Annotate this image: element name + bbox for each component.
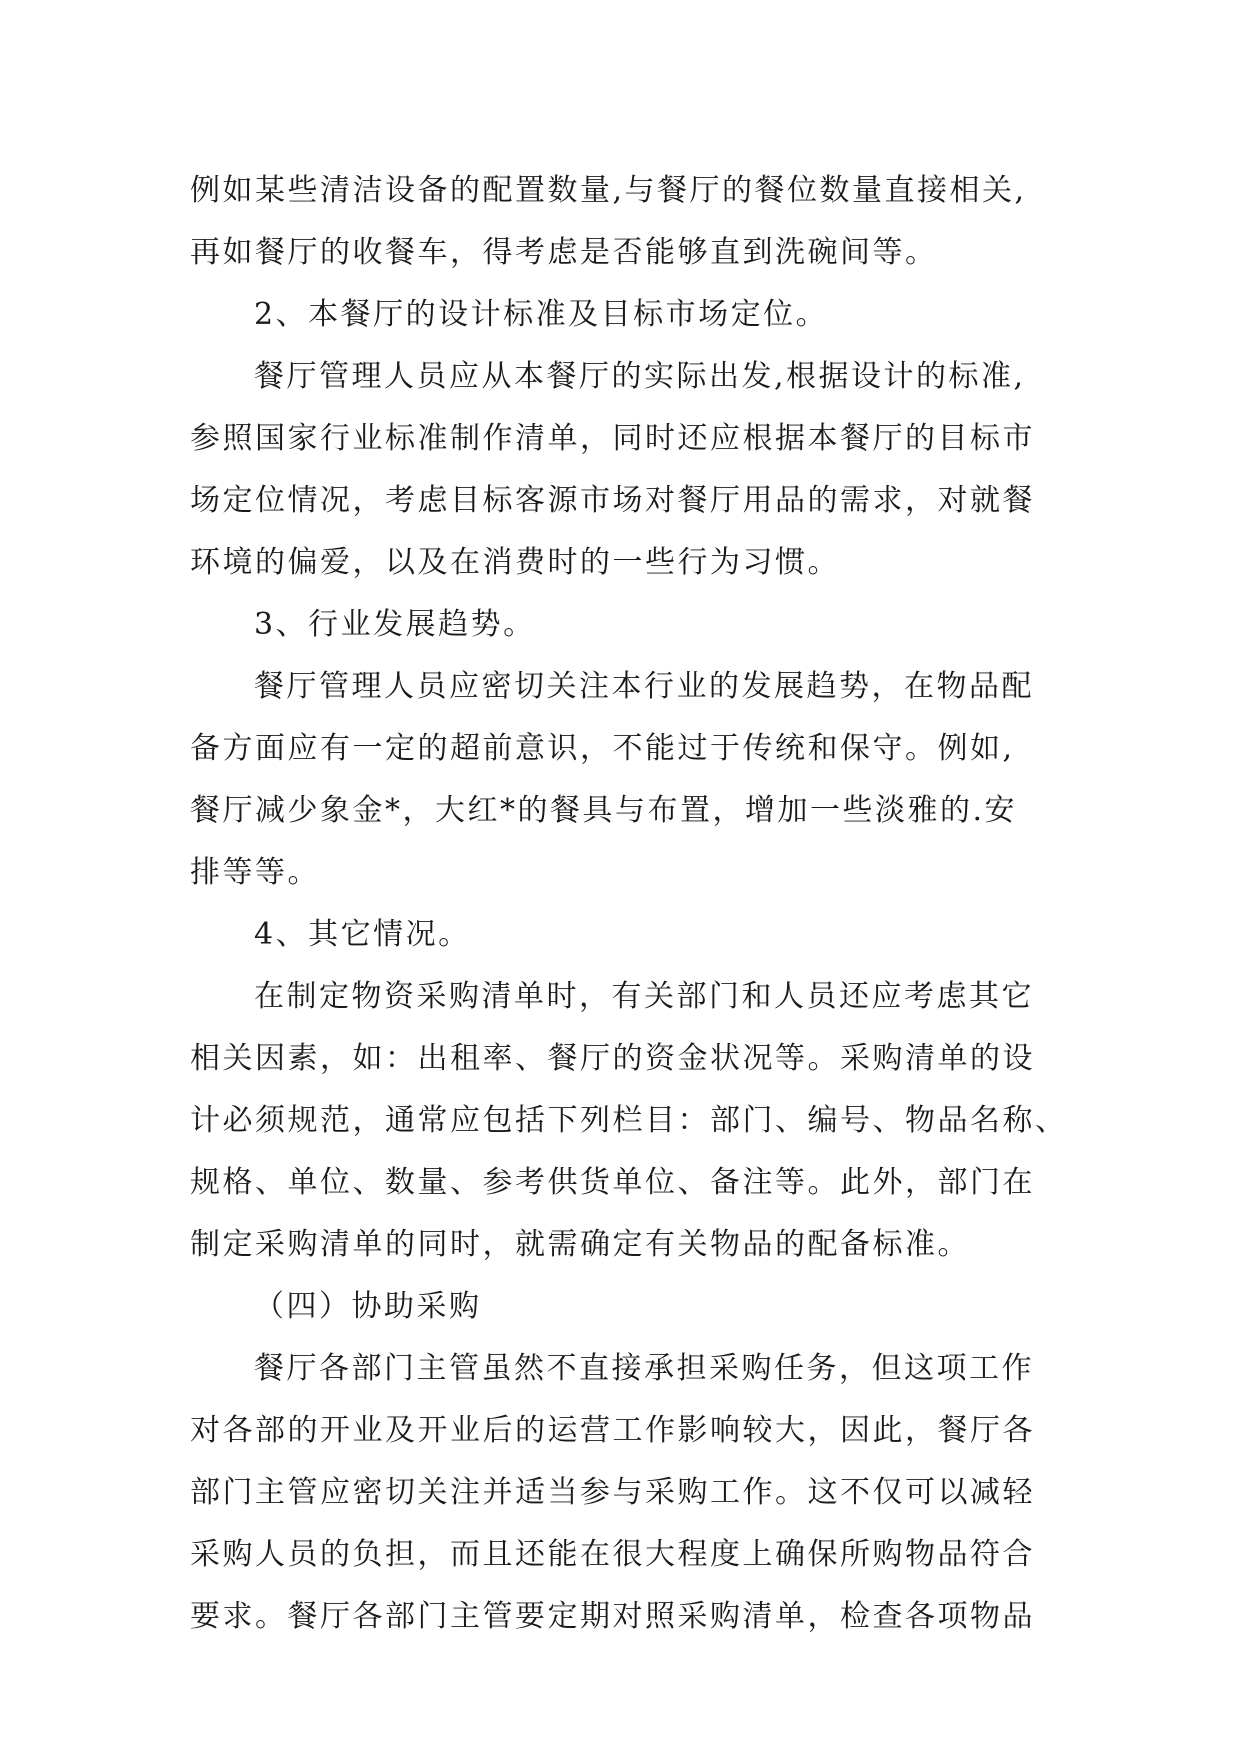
text-line: 制定采购清单的同时，就需确定有关物品的配备标准。 xyxy=(190,1227,970,1262)
section-heading: 4、其它情况。 xyxy=(254,917,471,952)
text-line: 例如某些清洁设备的配置数量,与餐厅的餐位数量直接相关, xyxy=(190,173,1027,208)
text-line: 要求。餐厅各部门主管要定期对照采购清单，检查各项物品 xyxy=(190,1599,1035,1634)
text-line: 参照国家行业标准制作清单，同时还应根据本餐厅的目标市 xyxy=(190,421,1035,456)
text-line: 部门主管应密切关注并适当参与采购工作。这不仅可以减轻 xyxy=(190,1475,1035,1510)
text-line: 采购人员的负担，而且还能在很大程度上确保所购物品符合 xyxy=(190,1537,1035,1572)
paragraph-start: 餐厅各部门主管虽然不直接承担采购任务，但这项工作 xyxy=(254,1351,1034,1386)
paragraph-start: 餐厅管理人员应密切关注本行业的发展趋势，在物品配 xyxy=(254,669,1034,704)
document-body xyxy=(190,160,1090,1648)
text-line: 场定位情况，考虑目标客源市场对餐厅用品的需求，对就餐 xyxy=(190,483,1035,518)
section-heading: 3、行业发展趋势。 xyxy=(254,607,536,642)
text-line: 规格、单位、数量、参考供货单位、备注等。此外，部门在 xyxy=(190,1165,1035,1200)
text-line: 对各部的开业及开业后的运营工作影响较大，因此，餐厅各 xyxy=(190,1413,1035,1448)
subsection-heading: （四）协助采购 xyxy=(254,1289,482,1324)
text-line: 排等等。 xyxy=(190,855,320,890)
text-line: 备方面应有一定的超前意识，不能过于传统和保守。例如, xyxy=(190,731,1015,766)
section-heading: 2、本餐厅的设计标准及目标市场定位。 xyxy=(254,297,829,332)
text-line: 相关因素，如：出租率、餐厅的资金状况等。采购清单的设 xyxy=(190,1041,1035,1076)
text-line: 计必须规范，通常应包括下列栏目：部门、编号、物品名称、 xyxy=(190,1103,1068,1138)
text-line: 餐厅减少象金*，大红*的餐具与布置，增加一些淡雅的.安 xyxy=(190,793,1018,828)
text-line: 再如餐厅的收餐车，得考虑是否能够直到洗碗间等。 xyxy=(190,235,938,270)
text-line: 环境的偏爱，以及在消费时的一些行为习惯。 xyxy=(190,545,840,580)
paragraph-start: 餐厅管理人员应从本餐厅的实际出发,根据设计的标准, xyxy=(254,359,1026,394)
paragraph-start: 在制定物资采购清单时，有关部门和人员还应考虑其它 xyxy=(254,979,1034,1014)
